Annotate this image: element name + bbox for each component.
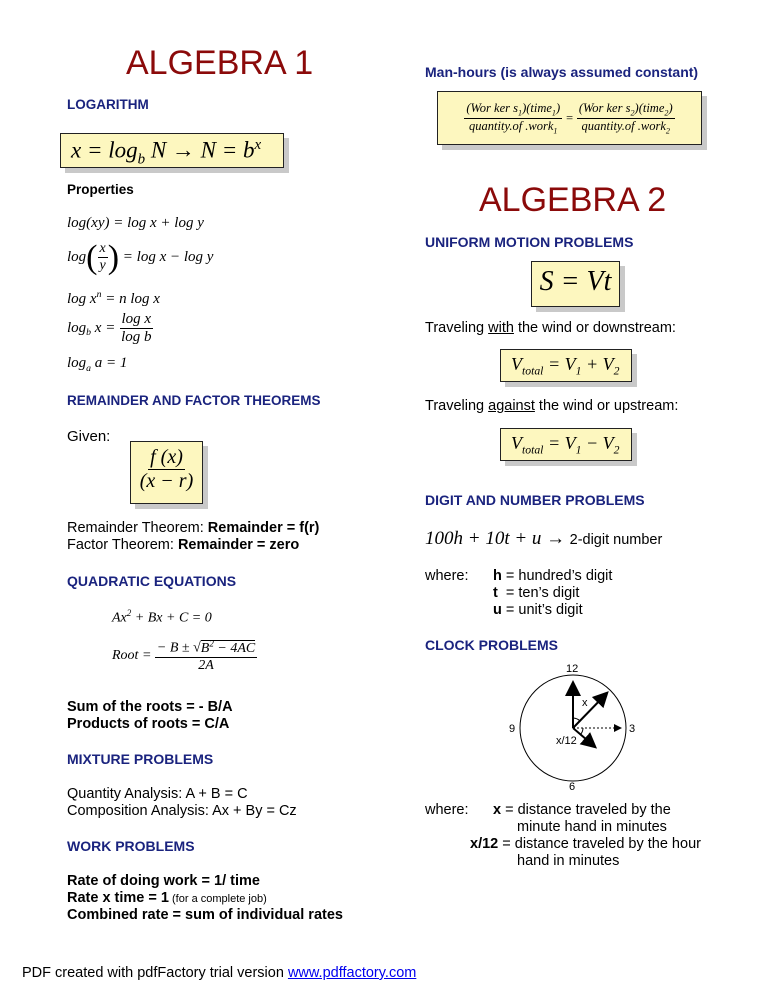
sum-of-roots: Sum of the roots = - B/A xyxy=(67,699,233,715)
logarithm-formula-box xyxy=(60,133,284,168)
rate-times-time xyxy=(67,890,267,906)
digit-where: where: xyxy=(425,568,469,584)
rate-times-time-note: (for a complete job) xyxy=(168,893,267,905)
remainder-heading: REMAINDER AND FACTOR THEOREMS xyxy=(67,393,321,408)
t-description: = ten’s digit xyxy=(497,585,580,601)
property-product: log(xy) = log x + log y xyxy=(67,215,204,231)
work-heading: WORK PROBLEMS xyxy=(67,838,195,854)
composition-analysis: Composition Analysis: Ax + By = Cz xyxy=(67,803,297,819)
uniform-motion-heading: UNIFORM MOTION PROBLEMS xyxy=(425,234,634,250)
h-variable: h xyxy=(493,568,502,584)
remainder-theorem-value: Remainder = f(r) xyxy=(207,520,320,536)
minute-hand xyxy=(573,694,606,728)
tens-digit xyxy=(493,585,579,602)
manhours-heading: Man-hours (is always assumed constant) xyxy=(425,64,699,80)
rate-of-work: Rate of doing work = 1/ time xyxy=(67,873,260,889)
digit-heading: DIGIT AND NUMBER PROBLEMS xyxy=(425,492,645,508)
quadratic-equation: $Ax^2 + Bx + C = 0$ xyxy=(112,608,212,626)
traveling-with-suffix: the wind or downstream: xyxy=(513,320,676,336)
traveling-against-suffix: the wind or upstream: xyxy=(534,398,679,414)
combined-rate: Combined rate = sum of individual rates xyxy=(67,907,343,923)
logarithm-heading: LOGARITHM xyxy=(67,97,149,112)
h-description: = hundred’s digit xyxy=(501,568,613,584)
traveling-against-underlined: against xyxy=(488,398,535,414)
x12-definition xyxy=(470,836,701,853)
x-definition xyxy=(493,802,671,819)
units-digit xyxy=(493,602,583,619)
clock-number-9: 9 xyxy=(509,723,516,735)
x12-description-cont: hand in minutes xyxy=(517,853,620,869)
property-change-base: log b x = $\frac{\text{log x}}{\text{log b}}$ xyxy=(67,311,152,345)
angle-label-x12: x/12 xyxy=(556,735,577,747)
hundreds-digit xyxy=(493,568,612,585)
x12-variable: x/12 xyxy=(470,836,499,852)
properties-heading: Properties xyxy=(67,182,134,197)
manhours-formula-box: $\frac{(Wor ker s_1)(time_1)}{quantity.of .work_1}$ = $\frac{(Wor ker s_2)(time_2)}{quantity.of .work_2}$ xyxy=(437,91,702,145)
clock-where: where: xyxy=(425,802,469,818)
traveling-against-prefix: Traveling xyxy=(425,398,489,414)
remainder-theorem xyxy=(67,520,319,537)
traveling-with-prefix: Traveling xyxy=(425,320,489,336)
digit-formula xyxy=(425,528,662,550)
traveling-with-underlined: with xyxy=(488,320,514,336)
traveling-against-text xyxy=(425,398,678,415)
pdffactory-link[interactable]: www.pdffactory.com xyxy=(287,965,417,981)
quadratic-root-formula: Root = $\frac{- B \pm √B^2 - 4AC}{2A}$ xyxy=(112,638,256,673)
factor-theorem-label: Factor Theorem: xyxy=(67,537,178,553)
angle-label-x: x xyxy=(582,697,588,709)
x-description-cont: minute hand in minutes xyxy=(517,819,667,835)
v-total-sum-box: $V_{total} = V_1 + V_2$ xyxy=(500,349,632,382)
speed-formula: S = Vt xyxy=(539,266,612,297)
remainder-theorem-label: Remainder Theorem: xyxy=(67,520,208,536)
angle-arc-x xyxy=(573,718,580,721)
property-identity: $\log_a a = 1$ xyxy=(67,355,128,374)
speed-formula-box xyxy=(531,261,620,307)
pdf-footer xyxy=(22,965,416,981)
algebra1-title: ALGEBRA 1 xyxy=(126,44,314,82)
property-quotient: log ( $\frac{x}{y}$ ) = log x − log y xyxy=(67,238,214,276)
given-label: Given: xyxy=(67,428,111,445)
clock-number-3: 3 xyxy=(629,723,636,735)
traveling-with-text xyxy=(425,320,676,337)
factor-theorem-value: Remainder = zero xyxy=(177,537,300,553)
clock-number-12: 12 xyxy=(566,663,579,675)
digit-formula-expression: 100h + 10t + u → xyxy=(425,528,566,549)
algebra2-title: ALGEBRA 2 xyxy=(479,181,667,219)
u-description: = unit’s digit xyxy=(501,602,583,618)
product-of-roots: Products of roots = C/A xyxy=(67,716,230,732)
x-variable: x xyxy=(493,802,502,818)
quantity-analysis: Quantity Analysis: A + B = C xyxy=(67,786,248,802)
v-total-diff-box: $V_{total} = V_1 - V_2$ xyxy=(500,428,632,461)
t-variable: t xyxy=(493,585,498,601)
logarithm-formula: $x = \log_b N \to N = b^x$ xyxy=(71,137,262,168)
clock-number-6: 6 xyxy=(569,781,576,790)
rate-times-time-bold: Rate x time = 1 xyxy=(67,890,169,906)
factor-theorem xyxy=(67,537,299,554)
remainder-formula-box: $\frac{f (x)}{(x - r)}$ xyxy=(130,441,203,504)
x-description: = distance traveled by the xyxy=(501,802,671,818)
u-variable: u xyxy=(493,602,502,618)
clock-diagram xyxy=(500,660,650,790)
property-power: $\log x^n = n$ log x xyxy=(67,289,160,307)
mixture-heading: MIXTURE PROBLEMS xyxy=(67,751,214,767)
digit-formula-label: 2-digit number xyxy=(569,532,663,548)
quadratic-heading: QUADRATIC EQUATIONS xyxy=(67,573,237,589)
x12-description: = distance traveled by the hour xyxy=(498,836,701,852)
angle-arc-x12 xyxy=(580,728,583,735)
footer-text: PDF created with pdfFactory trial version xyxy=(22,965,288,981)
clock-heading: CLOCK PROBLEMS xyxy=(425,637,558,653)
